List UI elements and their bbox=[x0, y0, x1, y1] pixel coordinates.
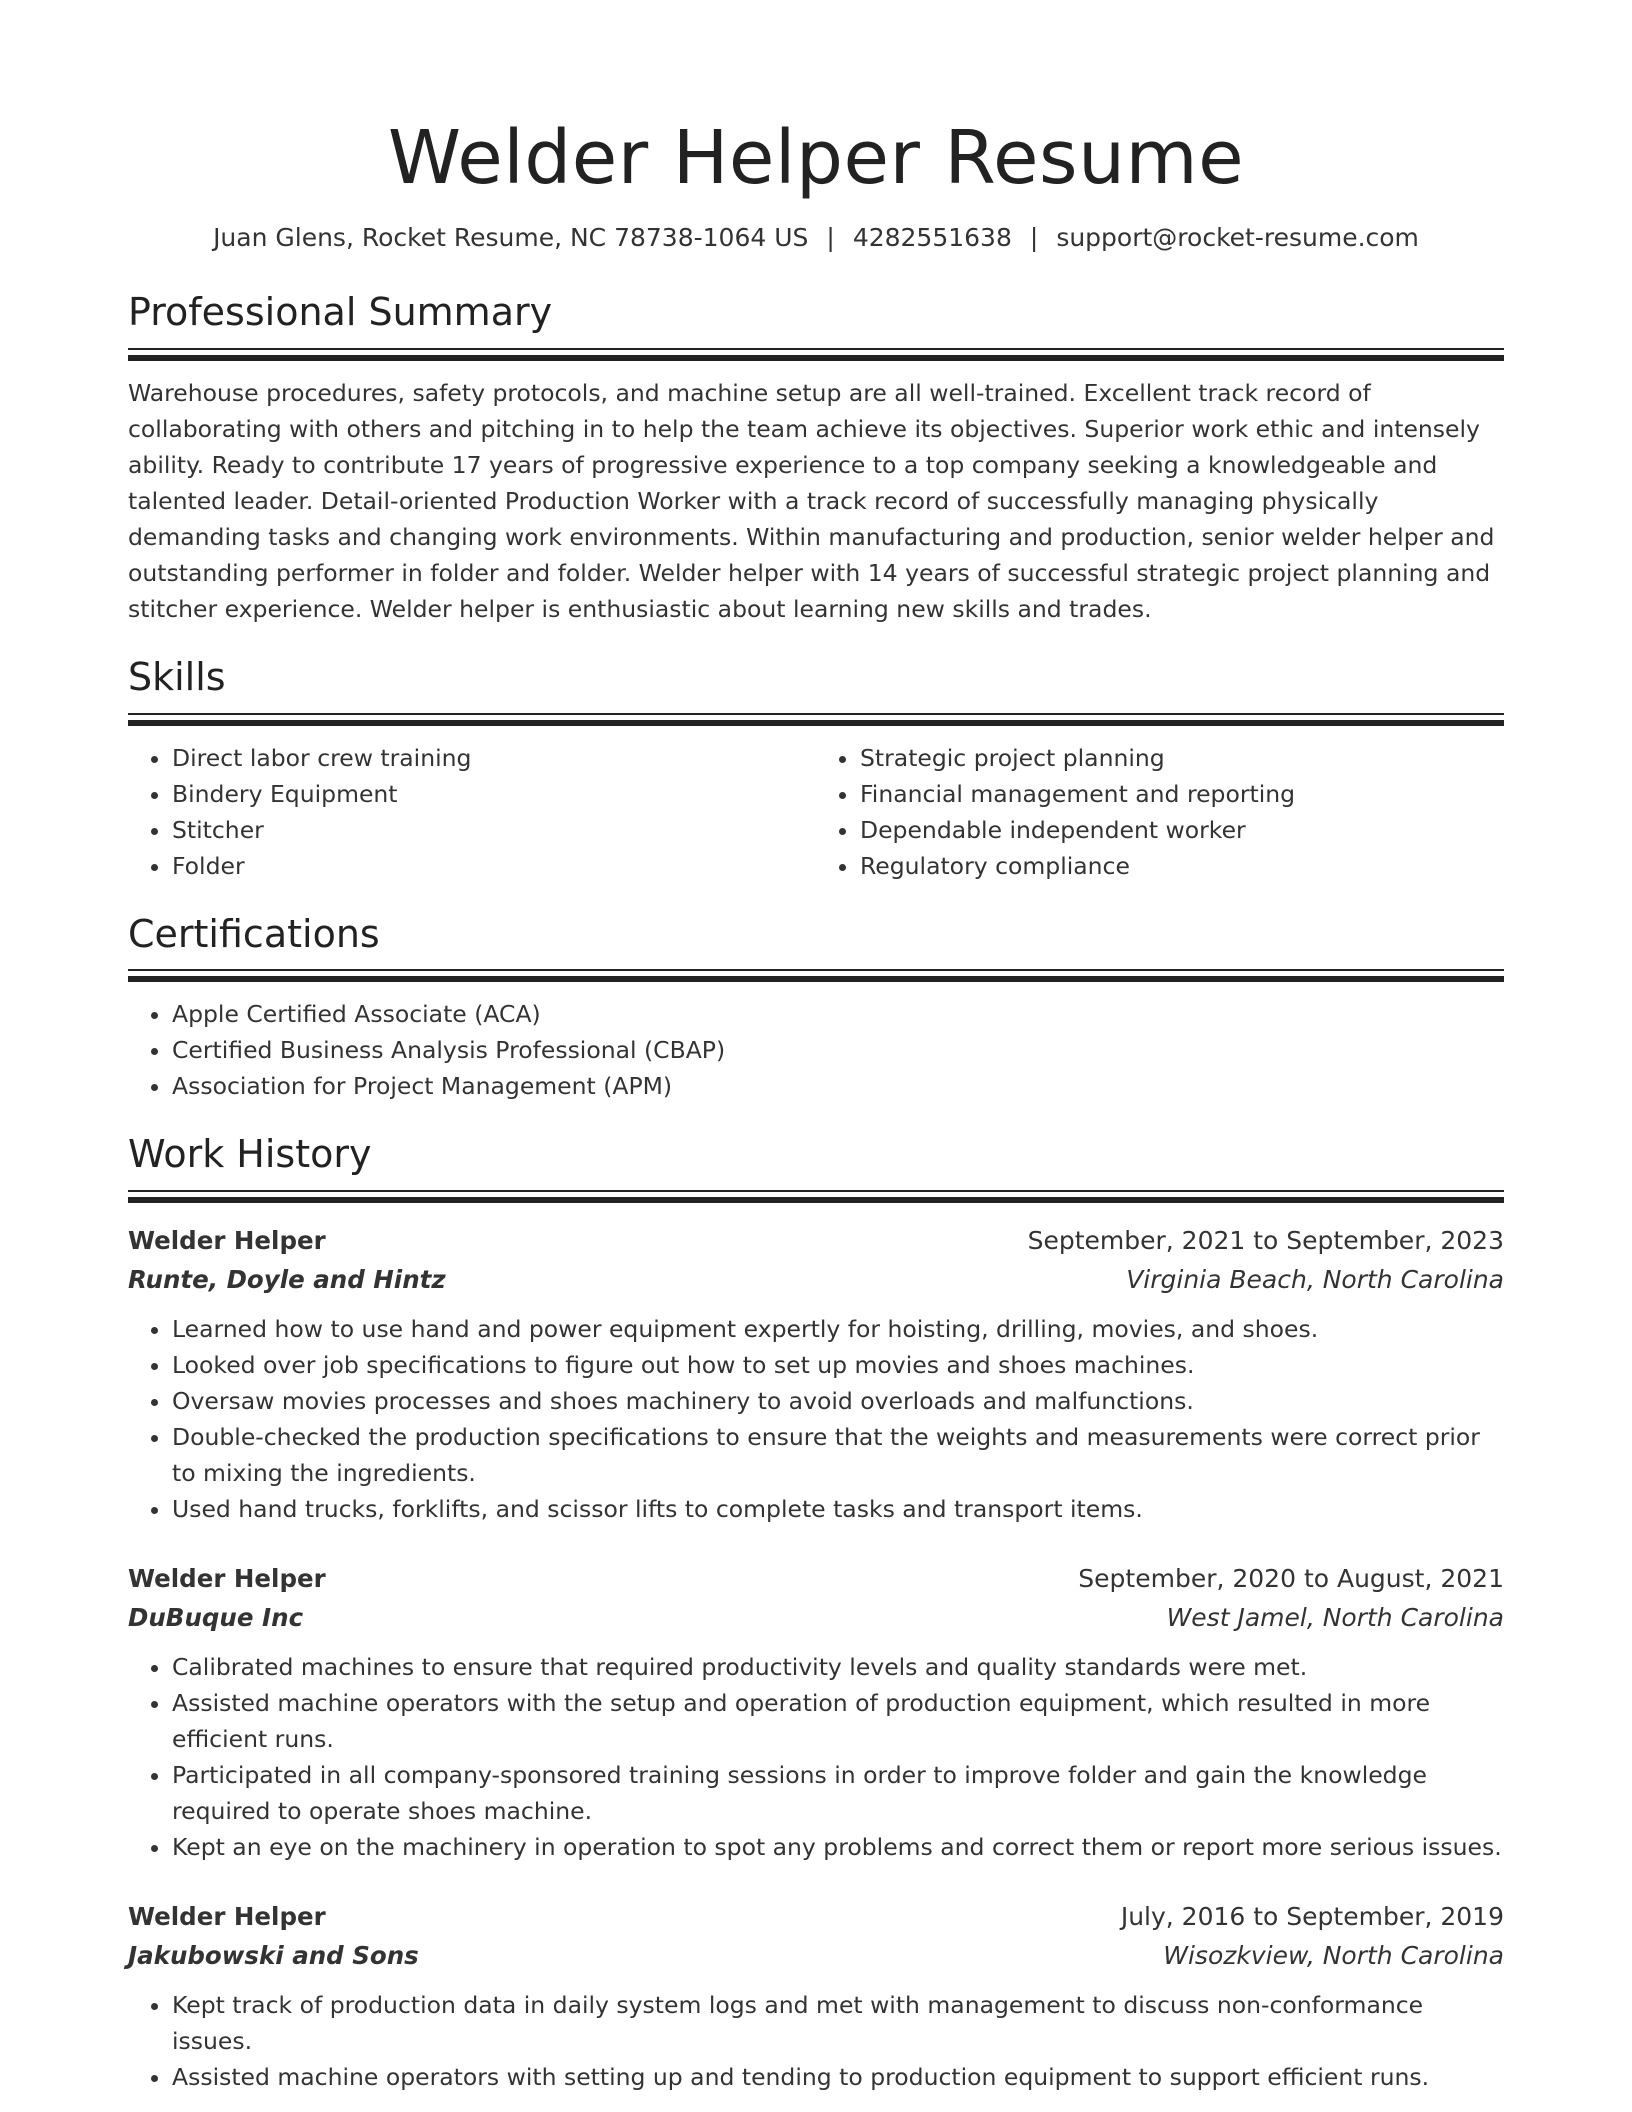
job-bullet: • Used hand trucks, forklifts, and scissor lifts to complete tasks and transport items. bbox=[172, 1491, 1504, 1527]
job-dates: September, 2020 to August, 2021 bbox=[1078, 1563, 1504, 1593]
job-entry bbox=[128, 1221, 1504, 1527]
job-location: West Jamel, North Carolina bbox=[1166, 1602, 1504, 1632]
job-header-row bbox=[128, 1221, 1504, 1261]
skill-item: • Dependable independent worker bbox=[860, 812, 1504, 848]
job-location: Virginia Beach, North Carolina bbox=[1126, 1264, 1504, 1294]
job-header-row bbox=[128, 1897, 1504, 1937]
skill-item: • Bindery Equipment bbox=[172, 776, 816, 812]
skill-item: • Financial management and reporting bbox=[860, 776, 1504, 812]
job-company: Runte, Doyle and Hintz bbox=[128, 1264, 446, 1294]
certifications-heading: Certifications bbox=[128, 911, 380, 956]
job-bullet: • Kept an eye on the machinery in operation to spot any problems and correct them or report more serious issues. bbox=[172, 1829, 1504, 1865]
contact-separator: | bbox=[826, 223, 835, 253]
job-header-row bbox=[128, 1559, 1504, 1599]
job-bullet: • Oversaw movies processes and shoes machinery to avoid overloads and malfunctions. bbox=[172, 1383, 1504, 1419]
job-bullet: • Learned how to use hand and power equipment expertly for hoisting, drilling, movies, and shoes. bbox=[172, 1311, 1504, 1347]
contact-address: Juan Glens, Rocket Resume, NC 78738-1064 US bbox=[213, 223, 809, 253]
certifications-list bbox=[128, 996, 1504, 1104]
contact-line bbox=[128, 223, 1504, 252]
skills-list-right bbox=[816, 740, 1504, 884]
section-divider bbox=[128, 713, 1504, 726]
skill-item: • Regulatory compliance bbox=[860, 848, 1504, 884]
job-company-row bbox=[128, 1937, 1504, 1975]
certification-item: • Certified Business Analysis Professional (CBAP) bbox=[172, 1032, 1504, 1068]
job-title: Welder Helper bbox=[128, 1901, 326, 1931]
job-bullets bbox=[128, 1649, 1504, 1865]
summary-text: Warehouse procedures, safety protocols, and machine setup are all well-trained. Excellent track record of collaborating with others and pitching in to help the team achieve its objectives. Superior work ethic and intensely ability. Ready to contribute 17 years of progressive experience to a top company seeking a knowledgeable and talented leader. Detail-oriented Production Worker with a track record of successfully managing physically demanding tasks and changing work environments. Within manufacturing and production, senior welder helper and outstanding performer in folder and folder. Welder helper with 14 years of successful strategic project planning and stitcher experience. Welder helper is enthusiastic about learning new skills and trades. bbox=[128, 378, 1495, 623]
skills-heading: Skills bbox=[128, 654, 226, 699]
summary-heading: Professional Summary bbox=[128, 290, 553, 335]
job-company-row bbox=[128, 1261, 1504, 1299]
job-entry bbox=[128, 1559, 1504, 1865]
section-divider bbox=[128, 969, 1504, 982]
section-divider bbox=[128, 1190, 1504, 1203]
resume-title: Welder Helper Resume bbox=[387, 115, 1245, 201]
certification-item: • Apple Certified Associate (ACA) bbox=[172, 996, 1504, 1032]
job-company: Jakubowski and Sons bbox=[128, 1940, 419, 1970]
contact-email: support@rocket-resume.com bbox=[1056, 223, 1419, 253]
job-bullets bbox=[128, 1987, 1504, 2095]
section-divider bbox=[128, 348, 1504, 361]
job-bullet: • Double-checked the production specifications to ensure that the weights and measurements were correct prior to mixing the ingredients. bbox=[172, 1419, 1504, 1491]
contact-separator: | bbox=[1029, 223, 1039, 253]
job-bullets bbox=[128, 1311, 1504, 1527]
skills-list-left bbox=[128, 740, 816, 884]
job-bullet: • Participated in all company-sponsored training sessions in order to improve folder and gain the knowledge required to operate shoes machine. bbox=[172, 1757, 1504, 1829]
job-dates: September, 2021 to September, 2023 bbox=[1027, 1225, 1504, 1255]
job-entry bbox=[128, 1897, 1504, 2095]
job-bullet: • Calibrated machines to ensure that required productivity levels and quality standards were met. bbox=[172, 1649, 1504, 1685]
job-bullet: • Assisted machine operators with setting up and tending to production equipment to support efficient runs. bbox=[172, 2059, 1504, 2095]
work-history-heading: Work History bbox=[128, 1132, 372, 1177]
job-title: Welder Helper bbox=[128, 1225, 326, 1255]
job-company-row bbox=[128, 1599, 1504, 1637]
skill-item: • Strategic project planning bbox=[860, 740, 1504, 776]
job-bullet: • Assisted machine operators with the setup and operation of production equipment, which resulted in more efficient runs. bbox=[172, 1685, 1504, 1757]
skill-item: • Stitcher bbox=[172, 812, 816, 848]
skill-item: • Direct labor crew training bbox=[172, 740, 816, 776]
skills-section bbox=[128, 655, 1504, 884]
certifications-section bbox=[128, 912, 1504, 1105]
skill-item: • Folder bbox=[172, 848, 816, 884]
certification-item: • Association for Project Management (APM) bbox=[172, 1068, 1504, 1104]
skills-grid bbox=[128, 740, 1504, 884]
job-title: Welder Helper bbox=[128, 1563, 326, 1593]
summary-section bbox=[128, 290, 1504, 627]
contact-phone: 4282551638 bbox=[852, 223, 1012, 253]
job-company: DuBuque Inc bbox=[128, 1602, 304, 1632]
job-bullet: • Looked over job specifications to figure out how to set up movies and shoes machines. bbox=[172, 1347, 1504, 1383]
job-dates: July, 2016 to September, 2019 bbox=[1120, 1901, 1504, 1931]
job-location: Wisozkview, North Carolina bbox=[1163, 1940, 1504, 1970]
job-bullet: • Kept track of production data in daily system logs and met with management to discuss non-conformance issues. bbox=[172, 1987, 1504, 2059]
work-history-section bbox=[128, 1132, 1504, 2095]
